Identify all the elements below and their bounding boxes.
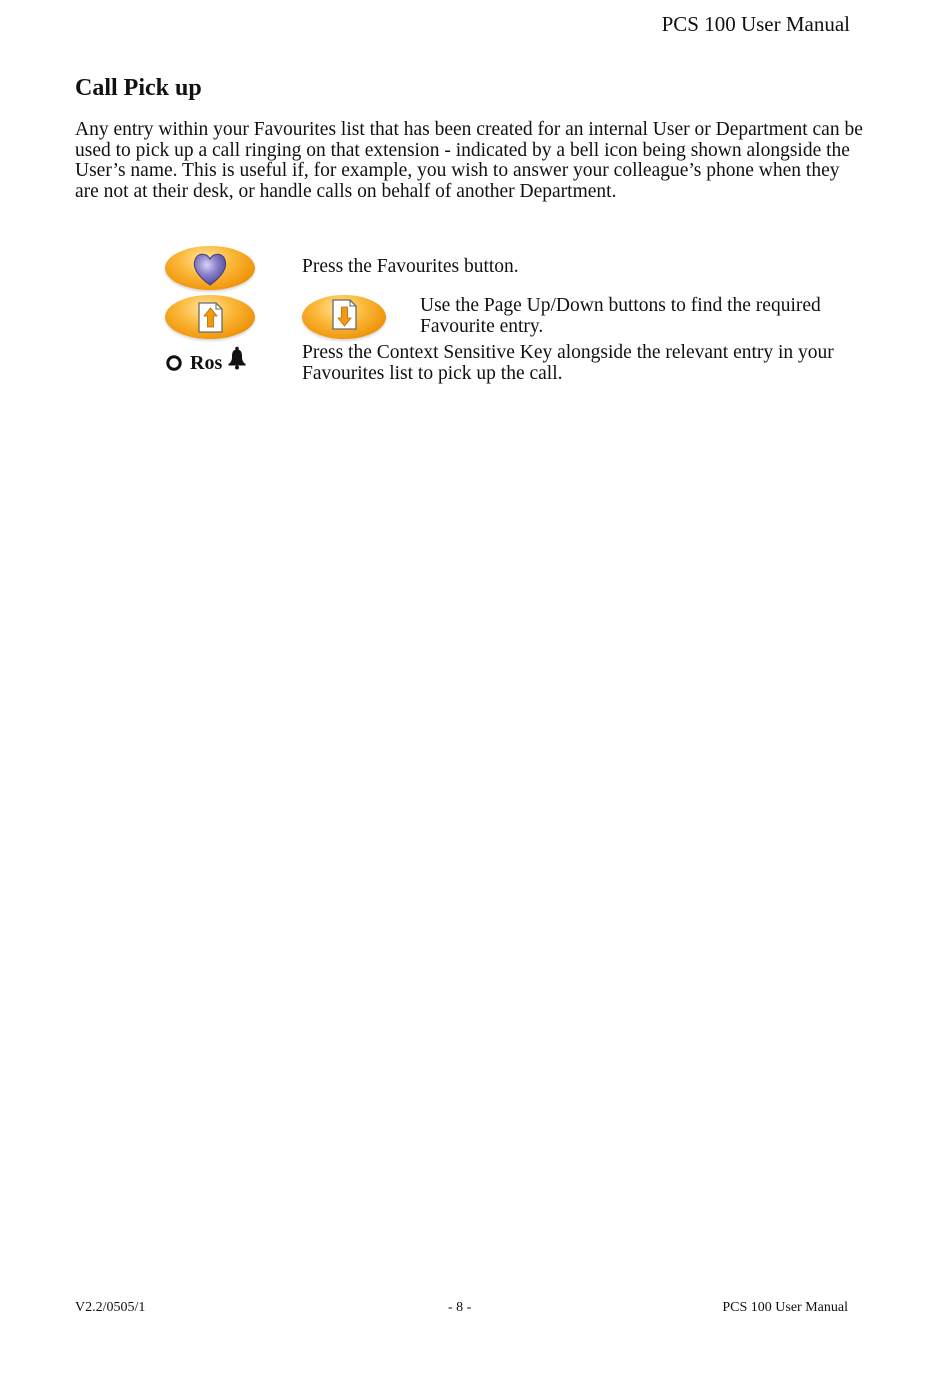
footer-version: V2.2/0505/1 [75, 1300, 146, 1315]
bell-icon [228, 346, 246, 370]
page-up-button-icon [165, 295, 255, 339]
page-header-title: PCS 100 User Manual [661, 12, 850, 36]
section-title: Call Pick up [75, 75, 202, 101]
footer-title: PCS 100 User Manual [722, 1300, 848, 1315]
context-key-icon [166, 355, 182, 371]
step-favourites-text: Press the Favourites button. [302, 256, 519, 277]
intro-paragraph: Any entry within your Favourites list that has been created for an internal User or Department can be used to pick up a call ringing on that extension - indicated by a bell icon being shown alongside the User’s name. This is useful if, for example, you wish to answer your colleague’s phone when they are not at their desk, or handle calls on behalf of another Department. [75, 119, 863, 202]
favourite-entry-with-bell [166, 348, 246, 378]
favourite-entry-label: Ros [190, 351, 223, 374]
favourites-heart-button-icon [165, 246, 255, 290]
step-context-key-text: Press the Context Sensitive Key alongside the relevant entry in your Favourites list to pick up the call. [302, 342, 834, 384]
page-down-button-icon [302, 295, 386, 339]
step-page-navigation-text: Use the Page Up/Down buttons to find the required Favourite entry. [420, 295, 821, 337]
footer-page-number: - 8 - [448, 1300, 472, 1315]
